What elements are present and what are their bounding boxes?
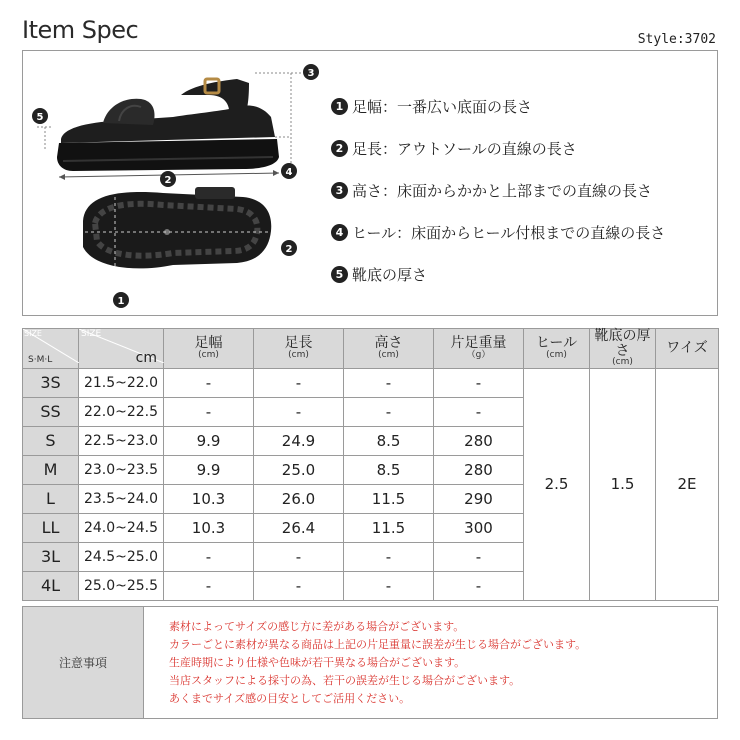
range-cell: 22.5~23.0 [79, 426, 164, 455]
length-cell: - [254, 542, 344, 571]
legend-text: 足長：アウトソールの直線の長さ [352, 139, 577, 158]
legend-text: ヒール：床面からヒール付根までの直線の長さ [352, 223, 666, 242]
header-width: 足幅 (cm) [164, 329, 254, 369]
width-cell: - [164, 397, 254, 426]
height-cell: 11.5 [344, 484, 434, 513]
corner-size-sml: SIZE S·M·L [23, 329, 79, 369]
table-row [23, 368, 719, 397]
range-cell: 25.0~25.5 [79, 571, 164, 600]
legend-item [331, 253, 715, 295]
header-sole-thickness: 靴底の厚さ (cm) [590, 329, 656, 369]
range-cell: 23.0~23.5 [79, 455, 164, 484]
weight-cell: 300 [434, 513, 524, 542]
range-cell: 21.5~22.0 [79, 368, 164, 397]
note-line: 当店スタッフによる採寸の為、若干の誤差が生じる場合がございます。 [169, 674, 521, 687]
badge-icon: 3 [331, 182, 348, 199]
badge-icon: 1 [331, 98, 348, 115]
range-cell: 22.0~22.5 [79, 397, 164, 426]
notes-box [22, 606, 718, 719]
corner-size-cm: SIZE cm [79, 329, 164, 369]
note-line: 素材によってサイズの感じ方に差がある場合がございます。 [169, 620, 465, 633]
width-cell: - [164, 368, 254, 397]
height-cell: - [344, 542, 434, 571]
legend-item [331, 85, 715, 127]
notes-label: 注意事項 [23, 607, 144, 718]
note-line: 生産時期により仕様や色味が若干異なる場合がございます。 [169, 656, 466, 669]
page-title: Item Spec [22, 16, 139, 44]
badge-icon: 5 [331, 266, 348, 283]
length-cell: - [254, 368, 344, 397]
width-cell: - [164, 571, 254, 600]
range-cell: 24.5~25.0 [79, 542, 164, 571]
weight-cell: - [434, 571, 524, 600]
spec-illustration [23, 51, 323, 315]
note-line: あくまでサイズ感の目安としてご活用ください。 [169, 692, 411, 705]
badge-2-sole: 2 [285, 244, 293, 255]
badge-2-side: 2 [164, 175, 172, 186]
legend-text: 高さ：床面からかかと上部までの直線の長さ [352, 181, 653, 200]
spec-illustration-box [22, 50, 718, 316]
height-cell: - [344, 368, 434, 397]
sandal-sole-view-icon [83, 187, 271, 268]
length-cell: - [254, 571, 344, 600]
size-cell: L [23, 484, 79, 513]
size-cell: 3L [23, 542, 79, 571]
width-cell: 9.9 [164, 455, 254, 484]
length-cell: - [254, 397, 344, 426]
weight-cell: 280 [434, 426, 524, 455]
style-code: Style:3702 [637, 32, 716, 47]
size-cell: 3S [23, 368, 79, 397]
weight-cell: - [434, 542, 524, 571]
legend-text: 靴底の厚さ [352, 265, 428, 284]
range-cell: 23.5~24.0 [79, 484, 164, 513]
height-cell: 8.5 [344, 426, 434, 455]
badge-icon: 4 [331, 224, 348, 241]
notes-body [144, 607, 717, 718]
badge-1: 1 [117, 296, 125, 307]
badge-4: 4 [285, 167, 293, 178]
height-cell: - [344, 571, 434, 600]
sandal-side-view-icon [57, 79, 279, 171]
height-cell: 8.5 [344, 455, 434, 484]
legend-item [331, 211, 715, 253]
range-cell: 24.0~24.5 [79, 513, 164, 542]
height-cell: - [344, 397, 434, 426]
size-cell: LL [23, 513, 79, 542]
length-cell: 25.0 [254, 455, 344, 484]
weight-cell: 280 [434, 455, 524, 484]
badge-5: 5 [36, 112, 44, 123]
legend-item [331, 127, 715, 169]
badge-3: 3 [307, 68, 315, 79]
size-cell: M [23, 455, 79, 484]
size-cell: SS [23, 397, 79, 426]
header-heel: ヒール (cm) [524, 329, 590, 369]
size-table [22, 328, 719, 601]
weight-cell: - [434, 397, 524, 426]
heel-cell: 2.5 [524, 368, 590, 600]
width-cell: 10.3 [164, 484, 254, 513]
header-weight: 片足重量 （g） [434, 329, 524, 369]
length-cell: 26.0 [254, 484, 344, 513]
header-wise: ワイズ [656, 329, 719, 369]
size-cell: 4L [23, 571, 79, 600]
header-height: 高さ (cm) [344, 329, 434, 369]
width-cell: 9.9 [164, 426, 254, 455]
header-length: 足長 (cm) [254, 329, 344, 369]
legend-item [331, 169, 715, 211]
width-cell: - [164, 542, 254, 571]
badge-icon: 2 [331, 140, 348, 157]
size-cell: S [23, 426, 79, 455]
weight-cell: - [434, 368, 524, 397]
width-cell: 10.3 [164, 513, 254, 542]
measurement-legend [331, 85, 715, 295]
length-cell: 24.9 [254, 426, 344, 455]
wise-cell: 2E [656, 368, 719, 600]
legend-text: 足幅：一番広い底面の長さ [352, 97, 533, 116]
length-cell: 26.4 [254, 513, 344, 542]
sole-thickness-cell: 1.5 [590, 368, 656, 600]
height-cell: 11.5 [344, 513, 434, 542]
weight-cell: 290 [434, 484, 524, 513]
note-line: カラーごとに素材が異なる商品は上記の片足重量に誤差が生じる場合がございます。 [169, 638, 587, 651]
